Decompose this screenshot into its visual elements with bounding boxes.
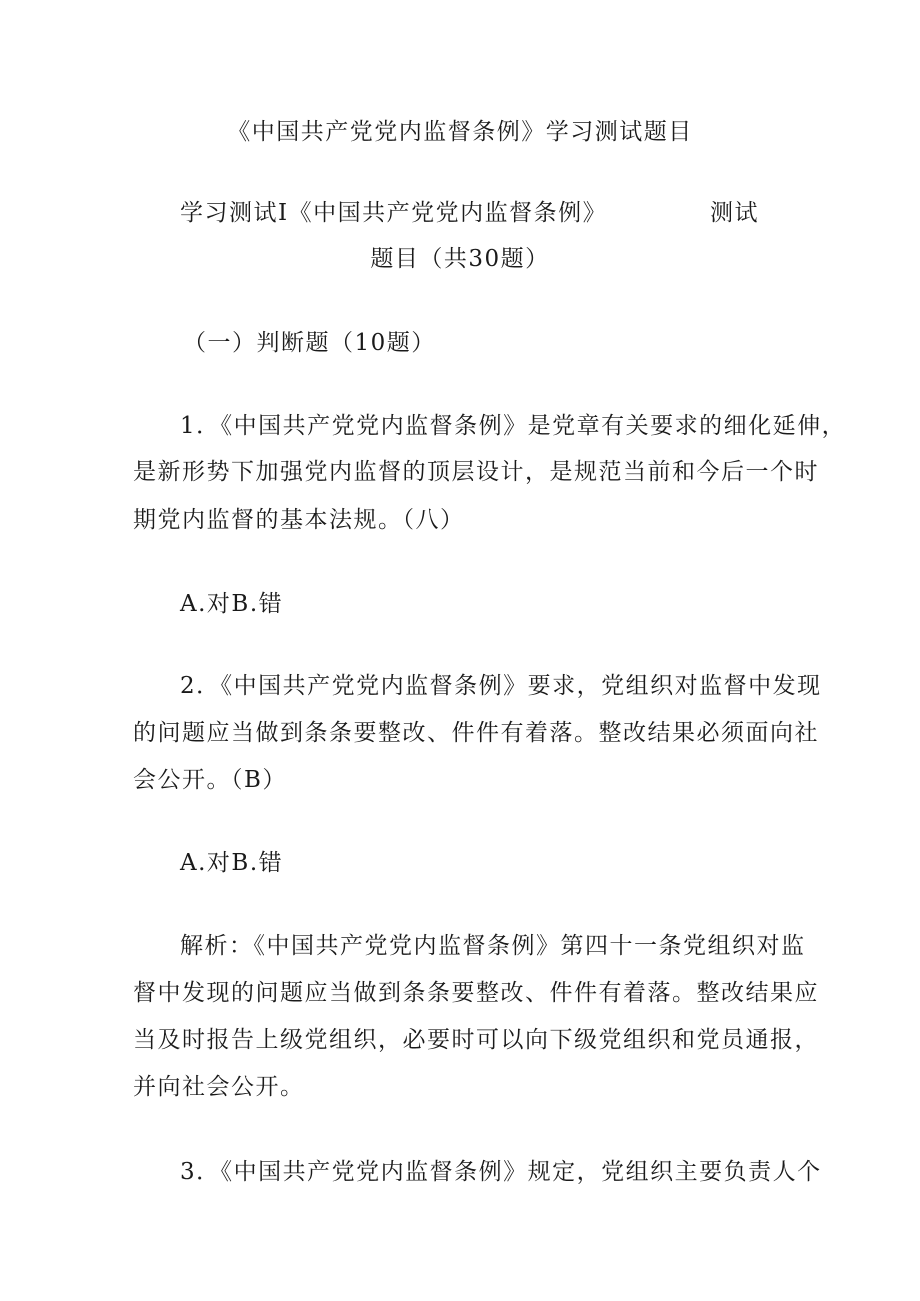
question2-line2: 的问题应当做到条条要整改、件件有着落。整改结果必须面向社 — [133, 720, 819, 746]
question1-line1: 1．《中国共产党党内监督条例》是党章有关要求的细化延伸， — [180, 413, 847, 439]
subtitle-left: 学习测试I《中国共产党党内监督条例》 — [180, 200, 608, 226]
question1-line3: 期党内监督的基本法规。（八） — [133, 507, 465, 533]
document-title: 《中国共产党党内监督条例》学习测试题目 — [227, 119, 693, 145]
question2-line3: 会公开。（B） — [133, 767, 287, 793]
subtitle-line2: 题目（共30题） — [370, 246, 550, 272]
question1-options: A.对B.错 — [180, 591, 284, 617]
question1-line2: 是新形势下加强党内监督的顶层设计，是规范当前和今后一个时 — [133, 459, 819, 485]
analysis-line1: 解析：《中国共产党党内监督条例》第四十一条党组织对监 — [180, 933, 806, 959]
analysis-line4: 并向社会公开。 — [133, 1074, 305, 1100]
analysis-line2: 督中发现的问题应当做到条条要整改、件件有着落。整改结果应 — [133, 980, 819, 1006]
section-heading: （一）判断题（10题） — [183, 330, 436, 356]
analysis-line3: 当及时报告上级党组织，必要时可以向下级党组织和党员通报， — [133, 1027, 819, 1053]
question2-line1: 2．《中国共产党党内监督条例》要求，党组织对监督中发现 — [180, 673, 822, 699]
subtitle-right: 测试 — [710, 200, 759, 226]
question3-line1: 3．《中国共产党党内监督条例》规定，党组织主要负责人个 — [180, 1159, 822, 1185]
question2-options: A.对B.错 — [180, 850, 284, 876]
